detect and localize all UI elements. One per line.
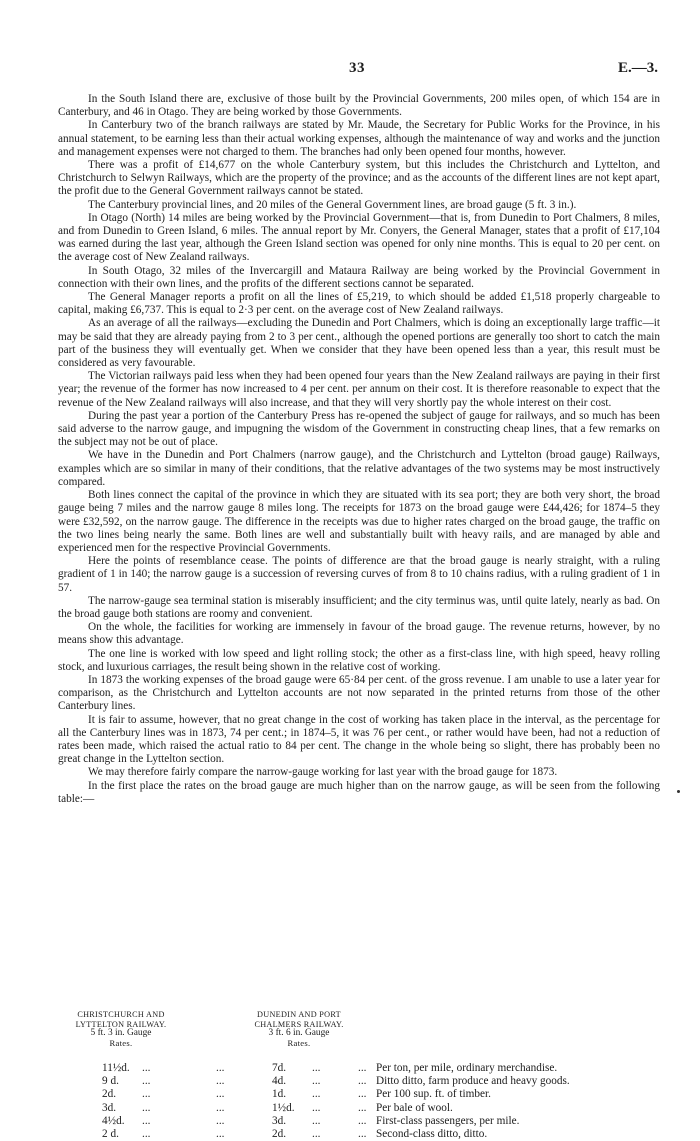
- paragraph: The one line is worked with low speed and light rolling stock; the other as a first-class line, with high speed, heavy rolling stock, and luxurious carriages, the result being shown in the relative cost of working.: [58, 647, 660, 673]
- paragraph: In the South Island there are, exclusive of those built by the Provincial Governments, 200 miles open, of which 154 are in Canterbury, and 46 in Otago. They are being worked by those Governments.: [58, 93, 660, 119]
- broad-rate: 4½d.: [102, 1114, 125, 1127]
- table-row: [58, 1062, 678, 1075]
- broad-rate: 3d.: [102, 1101, 117, 1114]
- paragraph: It is fair to assume, however, that no great change in the cost of working has taken place in the interval, as the percentage for all the Canterbury lines was in 1873, 74 per cent.; in 1874–5, it was 76 per cent., or rather would have been, had not a reduction of rates been made, which raised the actual ratio to 84 per cent. The change in the whole being so slight, there has probably been no great change in the Lyttelton section.: [58, 713, 660, 766]
- leader-dots: ...: [358, 1114, 367, 1127]
- paragraph: In Canterbury two of the branch railways are stated by Mr. Maude, the Secretary for Public Works for the Province, in his annual statement, to be earning less than their actual working expenses, although the maintenance of way and works and the junction and management expenses were not charged to them. The branches had only been opened four months, however.: [58, 119, 660, 158]
- document-reference: E.—3.: [617, 60, 658, 76]
- leader-dots: ...: [358, 1127, 367, 1140]
- narrow-rate: 7d.: [272, 1062, 287, 1074]
- narrow-rate: 1½d.: [272, 1101, 295, 1114]
- narrow-rate: 3d.: [272, 1114, 287, 1127]
- paragraph: The narrow-gauge sea terminal station is miserably insufficient; and the city terminus was, until quite lately, nearly as bad. On the broad gauge both stations are roomy and convenient.: [58, 594, 660, 620]
- leader-dots: ...: [142, 1114, 151, 1127]
- leader-dots: ...: [142, 1062, 151, 1074]
- paragraph: The Canterbury provincial lines, and 20 miles of the General Government lines, are broad gauge (5 ft. 3 in.).: [88, 198, 577, 211]
- paragraph: In Otago (North) 14 miles are being worked by the Provincial Government—that is, from Dunedin to Port Chalmers, 8 miles, and from Dunedin to Green Island, 6 miles. The annual report by Mr. Conyers, the General Manager, states that a profit of £17,104 was earned during the last year, although the Green Island section was opened for only nine months. This is equal to 20 per cent. on the average cost of New Zealand railways.: [58, 211, 660, 264]
- paragraph: During the past year a portion of the Canterbury Press has re-opened the subject of gauge for railways, and so much has been said adverse to the narrow gauge, and impugning the wisdom of the Government in constructing cheap lines, that a few remarks on the subject may not be out of place.: [58, 409, 660, 449]
- paragraph: We have in the Dunedin and Port Chalmers (narrow gauge), and the Christchurch and Lyttelton (broad gauge) Railways, examples which are so similar in many of their conditions, that the relative advantages of the two systems may be most instructively compared.: [58, 449, 660, 488]
- leader-dots: ...: [142, 1075, 151, 1088]
- paragraph: The General Manager reports a profit on all the lines of £5,219, to which should be added £1,518 properly chargeable to capital, making £6,737. This is equal to 2·3 per cent. on the average cost of New Zealand railways.: [58, 291, 660, 317]
- broad-rate: 11½d.: [102, 1062, 130, 1074]
- table-row: [58, 1128, 678, 1141]
- paragraph: In South Otago, 32 miles of the Invercargill and Mataura Railway are being worked by the Provincial Government in connection with their own lines, and the profits of the different sections cannot be separated.: [58, 264, 660, 290]
- broad-rate: 2 d.: [102, 1127, 119, 1140]
- leader-dots: ...: [312, 1062, 321, 1074]
- narrow-rate: 1d.: [272, 1088, 287, 1101]
- table-header: [58, 1010, 678, 1062]
- column-title: CHRISTCHURCH AND LYTTELTON RAILWAY.: [75, 1010, 167, 1029]
- paragraph: Both lines connect the capital of the province in which they are situated with its sea port; they are both very short, the broad gauge being 7 miles and the narrow gauge 8 miles long. The receipts for 1873 on the broad gauge were £44,426; for 1874–5 they were £32,592, on the narrow gauge. The difference in the receipts was due to higher rates charged on the broad gauge, the traffic on the two lines being nearly the same. Both lines are well and substantially built with heavy rails, and are managed by able and experienced men for the respective Provincial Governments.: [58, 489, 660, 554]
- paragraph: In 1873 the working expenses of the broad gauge were 65·84 per cent. of the gross revenue. I am unable to use a later year for comparison, as the Christchurch and Lyttelton accounts are not now separated in the printed returns from those of the other Canterbury lines.: [58, 673, 660, 713]
- rate-description: Per bale of wool.: [376, 1101, 453, 1114]
- paragraph: As an average of all the railways—excluding the Dunedin and Port Chalmers, which is doing an exceptionally large traffic—it may be said that they are already paying from 2 to 3 per cent., although the opened portions are generally too short to catch the main part of the business they will eventually get. When we consider that they have been opened less than a year, this result must be considered as very favourable.: [58, 317, 660, 370]
- rate-description: Ditto ditto, farm produce and heavy goods.: [376, 1075, 570, 1088]
- rates-table: [58, 1010, 678, 1141]
- margin-mark: [677, 790, 680, 793]
- leader-dots: ...: [312, 1114, 321, 1127]
- paragraph: Here the points of resemblance cease. The points of difference are that the broad gauge is nearly straight, with a ruling gradient of 1 in 140; the narrow gauge is a succession of reversing curves of from 8 to 10 chains radius, with a ruling gradient of 1 in 57.: [58, 555, 660, 594]
- leader-dots: ...: [216, 1114, 225, 1127]
- leader-dots: ...: [312, 1101, 321, 1114]
- leader-dots: ...: [216, 1127, 225, 1140]
- leader-dots: ...: [142, 1127, 151, 1140]
- leader-dots: ...: [358, 1088, 367, 1101]
- paragraph: In the first place the rates on the broad gauge are much higher than on the narrow gauge, as will be seen from the following table:—: [58, 779, 660, 805]
- column-title: DUNEDIN AND PORT CHALMERS RAILWAY.: [254, 1010, 344, 1029]
- rate-description: First-class passengers, per mile.: [376, 1114, 520, 1127]
- leader-dots: ...: [312, 1075, 321, 1088]
- leader-dots: ...: [358, 1075, 367, 1088]
- table-row: [58, 1088, 678, 1101]
- rate-description: Per ton, per mile, ordinary merchandise.: [376, 1062, 558, 1074]
- column-rates-label: Rates.: [287, 1037, 311, 1048]
- narrow-gauge-column-header: [236, 1010, 362, 1048]
- page-number: 33: [349, 60, 365, 76]
- table-row: [58, 1075, 678, 1088]
- rate-description: Per 100 sup. ft. of timber.: [376, 1088, 491, 1101]
- table-row: [58, 1115, 678, 1128]
- page-header: [56, 60, 658, 78]
- leader-dots: ...: [216, 1062, 225, 1074]
- leader-dots: ...: [216, 1075, 225, 1088]
- column-rates-label: Rates.: [109, 1037, 133, 1048]
- table-row: [58, 1102, 678, 1115]
- broad-gauge-column-header: [58, 1010, 184, 1048]
- broad-rate: 9 d.: [102, 1075, 119, 1088]
- paragraph: There was a profit of £14,677 on the whole Canterbury system, but this includes the Christchurch and Lyttelton, and Christchurch to Selwyn Railways, which are the property of the province; and as the accounts of the different lines are not kept apart, the profit due to the General Government railways cannot be stated.: [58, 159, 660, 198]
- leader-dots: ...: [358, 1101, 367, 1114]
- leader-dots: ...: [216, 1101, 225, 1114]
- paragraph: On the whole, the facilities for working are immensely in favour of the broad gauge. The revenue returns, however, by no means show this advantage.: [58, 621, 660, 647]
- narrow-rate: 4d.: [272, 1075, 287, 1088]
- paragraph: The Victorian railways paid less when they had been opened four years than the New Zealand railways are paying in their first year; the revenue of the former has now increased to 4 per cent. per annum on their cost. It is therefore reasonable to expect that the revenue of the New Zealand railways will also increase, and that they will very shortly pay the whole interest on their cost.: [58, 370, 660, 409]
- column-gauge: 5 ft. 3 in. Gauge: [90, 1028, 152, 1038]
- leader-dots: ...: [216, 1088, 225, 1101]
- body-text: [58, 93, 660, 806]
- leader-dots: ...: [312, 1127, 321, 1140]
- narrow-rate: 2d.: [272, 1127, 287, 1140]
- paragraph: We may therefore fairly compare the narrow-gauge working for last year with the broad gauge for 1873.: [88, 766, 558, 779]
- leader-dots: ...: [358, 1062, 367, 1074]
- column-gauge: 3 ft. 6 in. Gauge: [268, 1028, 330, 1038]
- leader-dots: ...: [312, 1088, 321, 1101]
- rate-description: Second-class ditto, ditto.: [376, 1127, 488, 1140]
- broad-rate: 2d.: [102, 1088, 117, 1101]
- leader-dots: ...: [142, 1088, 151, 1101]
- leader-dots: ...: [142, 1101, 151, 1114]
